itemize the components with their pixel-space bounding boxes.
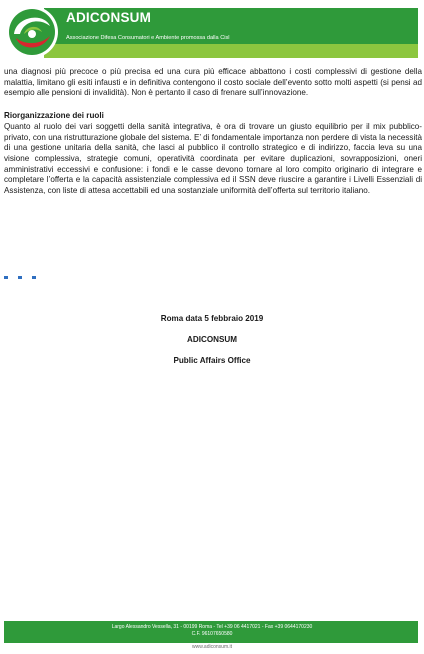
paragraph-roles: Quanto al ruolo dei vari soggetti della sanità integrativa, è ora di trovare un giusto equilibrio per il mix pubblico-privato, con una ristrutturazione globale del sistema. E’ di fondamentale importanza non perdere di vista la necessità di una gestione unitaria della sanità, che lasci al pubblico il controllo strategico e di indirizzo, faccia leva su una visione complessiva, strategie comuni, operatività coordinata per evitare duplicazioni, sovrapposizioni, oneri amministrativi eccessivi e confusione: i fondi e le casse devono tornare al loro compito originario di integrare e completare l’offerta e la capacità assistenziale complessiva ed il SSN deve riuscire a garantire i Livelli Essenziali di Assistenza, con liste di attesa accettabili ed una sostanziale uniformità dell’offerta sul territorio italiano. [4,121,422,196]
signature-org: ADICONSUM [187,335,237,344]
section-separator-dots [4,276,44,280]
footer-tax-code: C.F. 96107650580 [191,631,233,637]
adiconsum-logo-icon [4,4,60,60]
document-body [4,67,422,197]
place-date: Roma data 5 febbraio 2019 [160,314,264,323]
letterhead [0,0,424,58]
separator-dot [32,276,36,279]
footer-website-link[interactable]: www.adiconsum.it [191,644,232,650]
footer-address: Largo Alessandro Vessella, 31 - 00199 Roma - Tel +39 06 4417021 - Fax +39 0644170230 [111,624,313,630]
header-accent-band [44,44,418,58]
separator-dot [18,276,22,279]
section-heading: Riorganizzazione dei ruoli [4,111,104,121]
signature-office: Public Affairs Office [173,356,251,365]
brand-subtitle: Associazione Difesa Consumatori e Ambiente promossa dalla Cisl [66,35,230,41]
separator-dot [4,276,8,279]
brand-name: ADICONSUM [66,10,152,25]
paragraph-innovation: una diagnosi più precoce o più precisa ed una cura più efficace abbattono i costi complessivi di gestione della malattia, limitano gli esiti infausti e in definitiva contengono il costo sociale dell’evento sotto molti aspetti (si pensi ad esempio alle pensioni di invalidità). Non è pertanto il caso di frenare sull’innovazione. [4,67,422,98]
